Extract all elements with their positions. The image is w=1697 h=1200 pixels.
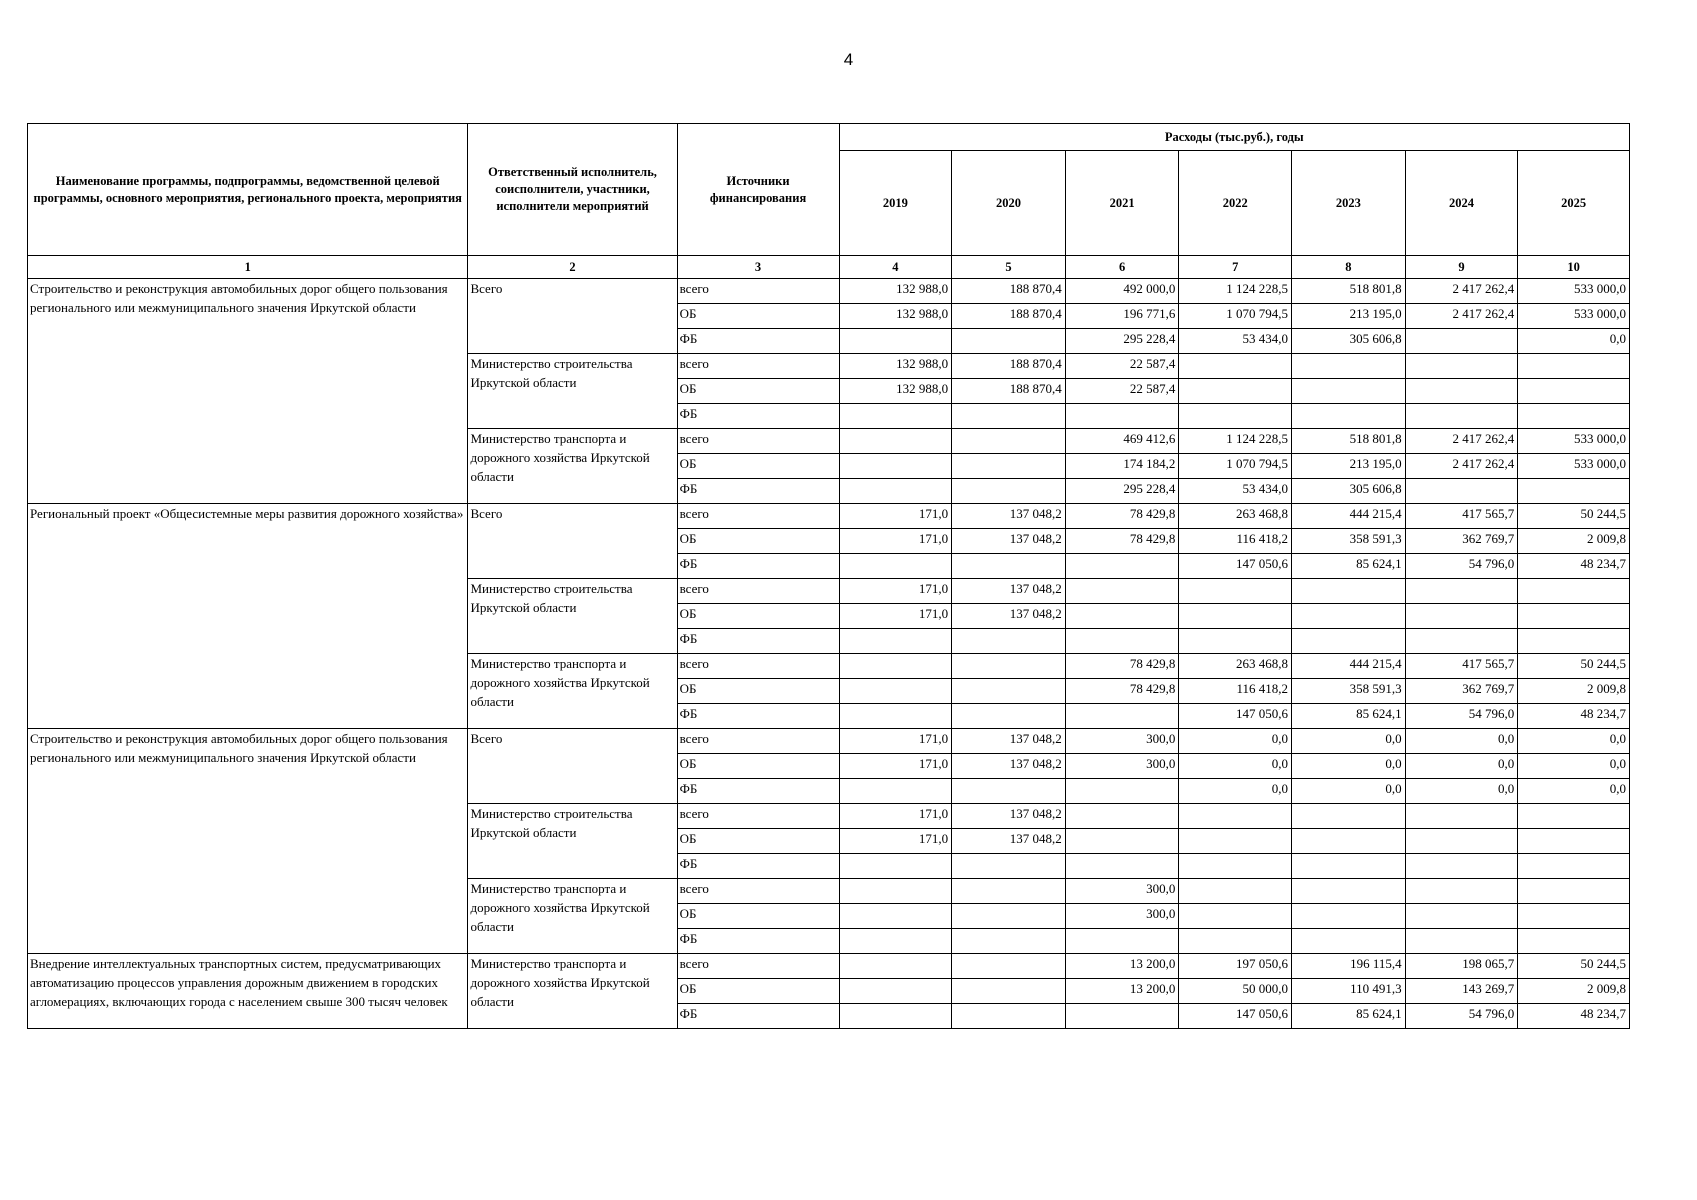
amount-cell	[839, 329, 952, 354]
funding-source-cell: всего	[677, 354, 839, 379]
amount-cell	[839, 404, 952, 429]
amount-cell	[839, 854, 952, 879]
amount-cell: 78 429,8	[1065, 529, 1179, 554]
amount-cell: 444 215,4	[1292, 504, 1406, 529]
responsible-cell: Всего	[468, 279, 677, 354]
amount-cell	[1292, 629, 1406, 654]
responsible-cell: Министерство транспорта и дорожного хозяйства Иркутской области	[468, 879, 677, 954]
amount-cell: 171,0	[839, 579, 952, 604]
amount-cell: 533 000,0	[1518, 279, 1630, 304]
funding-source-cell: всего	[677, 729, 839, 754]
amount-cell: 54 796,0	[1405, 554, 1518, 579]
funding-source-cell: ФБ	[677, 929, 839, 954]
amount-cell: 300,0	[1065, 754, 1179, 779]
amount-cell	[1405, 879, 1518, 904]
amount-cell: 362 769,7	[1405, 679, 1518, 704]
program-name-cell: Строительство и реконструкция автомобильных дорог общего пользования регионального или межмуниципального значения Иркутской области	[28, 729, 468, 954]
amount-cell: 0,0	[1292, 779, 1406, 804]
amount-cell	[1292, 854, 1406, 879]
funding-source-cell: всего	[677, 504, 839, 529]
amount-cell	[952, 679, 1066, 704]
amount-cell: 137 048,2	[952, 504, 1066, 529]
funding-source-cell: всего	[677, 579, 839, 604]
amount-cell	[1179, 379, 1292, 404]
amount-cell	[1405, 329, 1518, 354]
amount-cell	[1405, 804, 1518, 829]
amount-cell	[952, 404, 1066, 429]
amount-cell	[1518, 479, 1630, 504]
column-number: 9	[1405, 256, 1518, 279]
amount-cell: 116 418,2	[1179, 679, 1292, 704]
amount-cell: 132 988,0	[839, 354, 952, 379]
amount-cell	[1405, 379, 1518, 404]
amount-cell	[1292, 404, 1406, 429]
header-year: 2020	[952, 151, 1066, 256]
amount-cell: 2 417 262,4	[1405, 454, 1518, 479]
column-number: 5	[952, 256, 1066, 279]
amount-cell: 48 234,7	[1518, 554, 1630, 579]
amount-cell: 305 606,8	[1292, 329, 1406, 354]
amount-cell: 188 870,4	[952, 379, 1066, 404]
amount-cell: 85 624,1	[1292, 554, 1406, 579]
amount-cell	[952, 704, 1066, 729]
amount-cell: 2 417 262,4	[1405, 429, 1518, 454]
amount-cell: 147 050,6	[1179, 1004, 1292, 1029]
amount-cell	[1179, 604, 1292, 629]
amount-cell	[1065, 579, 1179, 604]
funding-source-cell: ОБ	[677, 679, 839, 704]
funding-source-cell: ОБ	[677, 304, 839, 329]
amount-cell	[952, 879, 1066, 904]
amount-cell	[839, 454, 952, 479]
amount-cell: 1 070 794,5	[1179, 304, 1292, 329]
amount-cell	[839, 929, 952, 954]
amount-cell	[1292, 929, 1406, 954]
amount-cell	[952, 429, 1066, 454]
amount-cell: 188 870,4	[952, 354, 1066, 379]
amount-cell	[1518, 404, 1630, 429]
funding-source-cell: ФБ	[677, 779, 839, 804]
amount-cell: 533 000,0	[1518, 304, 1630, 329]
amount-cell: 188 870,4	[952, 279, 1066, 304]
amount-cell	[1292, 354, 1406, 379]
amount-cell: 110 491,3	[1292, 979, 1406, 1004]
amount-cell: 132 988,0	[839, 279, 952, 304]
amount-cell	[1518, 604, 1630, 629]
amount-cell: 85 624,1	[1292, 1004, 1406, 1029]
funding-source-cell: ФБ	[677, 554, 839, 579]
column-number: 2	[468, 256, 677, 279]
amount-cell: 137 048,2	[952, 579, 1066, 604]
amount-cell: 518 801,8	[1292, 429, 1406, 454]
amount-cell	[1405, 579, 1518, 604]
responsible-cell: Министерство строительства Иркутской области	[468, 804, 677, 879]
amount-cell: 2 417 262,4	[1405, 279, 1518, 304]
table-row	[28, 729, 1630, 754]
amount-cell: 22 587,4	[1065, 354, 1179, 379]
amount-cell	[952, 554, 1066, 579]
amount-cell	[1065, 804, 1179, 829]
amount-cell	[1518, 879, 1630, 904]
amount-cell: 358 591,3	[1292, 529, 1406, 554]
amount-cell: 137 048,2	[952, 529, 1066, 554]
header-sources: Источники финансирования	[677, 124, 839, 256]
amount-cell: 137 048,2	[952, 754, 1066, 779]
amount-cell: 1 124 228,5	[1179, 279, 1292, 304]
amount-cell: 147 050,6	[1179, 704, 1292, 729]
funding-source-cell: ФБ	[677, 479, 839, 504]
amount-cell: 362 769,7	[1405, 529, 1518, 554]
amount-cell	[1179, 829, 1292, 854]
amount-cell: 295 228,4	[1065, 479, 1179, 504]
amount-cell	[1292, 879, 1406, 904]
amount-cell	[1405, 929, 1518, 954]
program-name-cell: Строительство и реконструкция автомобильных дорог общего пользования регионального или межмуниципального значения Иркутской области	[28, 279, 468, 504]
amount-cell: 50 244,5	[1518, 504, 1630, 529]
amount-cell	[1405, 404, 1518, 429]
responsible-cell: Министерство строительства Иркутской области	[468, 579, 677, 654]
funding-source-cell: ОБ	[677, 604, 839, 629]
amount-cell: 196 771,6	[1065, 304, 1179, 329]
amount-cell: 171,0	[839, 804, 952, 829]
amount-cell	[1292, 379, 1406, 404]
amount-cell: 213 195,0	[1292, 304, 1406, 329]
amount-cell	[1405, 354, 1518, 379]
amount-cell	[1292, 829, 1406, 854]
amount-cell: 132 988,0	[839, 379, 952, 404]
funding-source-cell: всего	[677, 804, 839, 829]
amount-cell	[1292, 804, 1406, 829]
amount-cell: 78 429,8	[1065, 679, 1179, 704]
header-year: 2024	[1405, 151, 1518, 256]
amount-cell	[839, 654, 952, 679]
amount-cell: 54 796,0	[1405, 1004, 1518, 1029]
amount-cell	[1179, 629, 1292, 654]
amount-cell	[952, 454, 1066, 479]
amount-cell: 305 606,8	[1292, 479, 1406, 504]
amount-cell: 417 565,7	[1405, 504, 1518, 529]
amount-cell	[1179, 804, 1292, 829]
responsible-cell: Министерство транспорта и дорожного хозяйства Иркутской области	[468, 654, 677, 729]
amount-cell	[1405, 904, 1518, 929]
amount-cell	[1179, 354, 1292, 379]
amount-cell: 132 988,0	[839, 304, 952, 329]
amount-cell	[1292, 904, 1406, 929]
amount-cell	[1065, 629, 1179, 654]
column-number: 4	[839, 256, 952, 279]
funding-source-cell: ФБ	[677, 329, 839, 354]
amount-cell: 171,0	[839, 604, 952, 629]
amount-cell: 533 000,0	[1518, 454, 1630, 479]
column-number: 7	[1179, 256, 1292, 279]
amount-cell: 300,0	[1065, 729, 1179, 754]
funding-source-cell: ФБ	[677, 404, 839, 429]
header-year: 2022	[1179, 151, 1292, 256]
amount-cell	[952, 929, 1066, 954]
table-row	[28, 954, 1630, 979]
amount-cell	[1292, 604, 1406, 629]
amount-cell: 444 215,4	[1292, 654, 1406, 679]
amount-cell: 2 009,8	[1518, 529, 1630, 554]
column-number: 6	[1065, 256, 1179, 279]
amount-cell	[1065, 779, 1179, 804]
funding-source-cell: ОБ	[677, 754, 839, 779]
amount-cell	[952, 329, 1066, 354]
amount-cell: 295 228,4	[1065, 329, 1179, 354]
amount-cell	[1065, 704, 1179, 729]
amount-cell: 78 429,8	[1065, 654, 1179, 679]
amount-cell: 53 434,0	[1179, 329, 1292, 354]
amount-cell	[1405, 604, 1518, 629]
amount-cell	[839, 429, 952, 454]
amount-cell: 1 124 228,5	[1179, 429, 1292, 454]
responsible-cell: Всего	[468, 504, 677, 579]
amount-cell: 48 234,7	[1518, 704, 1630, 729]
amount-cell: 174 184,2	[1065, 454, 1179, 479]
amount-cell: 188 870,4	[952, 304, 1066, 329]
amount-cell: 147 050,6	[1179, 554, 1292, 579]
amount-cell: 300,0	[1065, 879, 1179, 904]
program-name-cell: Региональный проект «Общесистемные меры развития дорожного хозяйства»	[28, 504, 468, 729]
amount-cell: 0,0	[1518, 329, 1630, 354]
amount-cell	[1292, 579, 1406, 604]
amount-cell: 171,0	[839, 754, 952, 779]
amount-cell	[839, 679, 952, 704]
amount-cell: 50 244,5	[1518, 654, 1630, 679]
funding-source-cell: ОБ	[677, 379, 839, 404]
responsible-cell: Всего	[468, 729, 677, 804]
amount-cell: 0,0	[1405, 754, 1518, 779]
amount-cell: 1 070 794,5	[1179, 454, 1292, 479]
funding-source-cell: ОБ	[677, 904, 839, 929]
amount-cell	[839, 1004, 952, 1029]
amount-cell: 13 200,0	[1065, 954, 1179, 979]
amount-cell: 0,0	[1518, 754, 1630, 779]
amount-cell	[1179, 854, 1292, 879]
amount-cell	[839, 629, 952, 654]
amount-cell: 78 429,8	[1065, 504, 1179, 529]
amount-cell	[952, 479, 1066, 504]
amount-cell	[1065, 604, 1179, 629]
amount-cell	[1518, 929, 1630, 954]
amount-cell: 0,0	[1292, 754, 1406, 779]
amount-cell	[839, 904, 952, 929]
amount-cell	[1518, 804, 1630, 829]
amount-cell	[839, 704, 952, 729]
amount-cell	[952, 779, 1066, 804]
amount-cell: 171,0	[839, 529, 952, 554]
amount-cell	[839, 979, 952, 1004]
amount-cell	[1405, 854, 1518, 879]
amount-cell: 358 591,3	[1292, 679, 1406, 704]
program-name-cell: Внедрение интеллектуальных транспортных систем, предусматривающих автоматизацию процессов управления дорожным движением в городских агломерациях, включающих города с населением свыше 300 тысяч человек	[28, 954, 468, 1029]
amount-cell	[1179, 929, 1292, 954]
amount-cell	[1065, 404, 1179, 429]
funding-source-cell: ОБ	[677, 529, 839, 554]
funding-source-cell: ФБ	[677, 629, 839, 654]
amount-cell: 143 269,7	[1405, 979, 1518, 1004]
amount-cell: 171,0	[839, 504, 952, 529]
header-expenses-title: Расходы (тыс.руб.), годы	[839, 124, 1630, 151]
amount-cell	[839, 954, 952, 979]
funding-source-cell: ФБ	[677, 1004, 839, 1029]
table-body	[28, 279, 1630, 1029]
amount-cell	[1179, 404, 1292, 429]
amount-cell: 50 000,0	[1179, 979, 1292, 1004]
column-number: 3	[677, 256, 839, 279]
amount-cell: 300,0	[1065, 904, 1179, 929]
page-number: 4	[843, 50, 854, 69]
amount-cell	[952, 954, 1066, 979]
funding-source-cell: всего	[677, 279, 839, 304]
responsible-cell: Министерство транспорта и дорожного хозяйства Иркутской области	[468, 429, 677, 504]
amount-cell: 196 115,4	[1292, 954, 1406, 979]
amount-cell: 2 009,8	[1518, 679, 1630, 704]
table-row	[28, 504, 1630, 529]
amount-cell: 0,0	[1405, 779, 1518, 804]
amount-cell	[952, 654, 1066, 679]
funding-source-cell: ОБ	[677, 829, 839, 854]
amount-cell: 263 468,8	[1179, 504, 1292, 529]
funding-source-cell: ФБ	[677, 704, 839, 729]
amount-cell: 13 200,0	[1065, 979, 1179, 1004]
column-number: 8	[1292, 256, 1406, 279]
amount-cell: 53 434,0	[1179, 479, 1292, 504]
amount-cell	[1405, 629, 1518, 654]
amount-cell: 48 234,7	[1518, 1004, 1630, 1029]
amount-cell: 54 796,0	[1405, 704, 1518, 729]
responsible-cell: Министерство транспорта и дорожного хозяйства Иркутской области	[468, 954, 677, 1029]
amount-cell: 0,0	[1518, 779, 1630, 804]
amount-cell: 0,0	[1518, 729, 1630, 754]
amount-cell: 0,0	[1179, 729, 1292, 754]
amount-cell: 492 000,0	[1065, 279, 1179, 304]
amount-cell: 171,0	[839, 829, 952, 854]
amount-cell: 137 048,2	[952, 829, 1066, 854]
amount-cell: 85 624,1	[1292, 704, 1406, 729]
amount-cell: 116 418,2	[1179, 529, 1292, 554]
funding-source-cell: всего	[677, 879, 839, 904]
amount-cell: 137 048,2	[952, 604, 1066, 629]
amount-cell: 50 244,5	[1518, 954, 1630, 979]
amount-cell	[1518, 579, 1630, 604]
amount-cell	[1518, 354, 1630, 379]
responsible-cell: Министерство строительства Иркутской области	[468, 354, 677, 429]
table-row	[28, 279, 1630, 304]
amount-cell	[952, 904, 1066, 929]
amount-cell	[1179, 879, 1292, 904]
amount-cell: 2 417 262,4	[1405, 304, 1518, 329]
amount-cell	[839, 779, 952, 804]
header-year: 2019	[839, 151, 952, 256]
header-year: 2021	[1065, 151, 1179, 256]
funding-source-cell: ОБ	[677, 979, 839, 1004]
amount-cell: 518 801,8	[1292, 279, 1406, 304]
header-responsible: Ответственный исполнитель, соисполнители, участники, исполнители мероприятий	[468, 124, 677, 256]
amount-cell	[1405, 829, 1518, 854]
amount-cell: 213 195,0	[1292, 454, 1406, 479]
expenses-table	[27, 123, 1630, 1029]
amount-cell	[952, 979, 1066, 1004]
amount-cell: 2 009,8	[1518, 979, 1630, 1004]
amount-cell	[1065, 1004, 1179, 1029]
funding-source-cell: ОБ	[677, 454, 839, 479]
amount-cell: 0,0	[1292, 729, 1406, 754]
funding-source-cell: всего	[677, 654, 839, 679]
amount-cell: 198 065,7	[1405, 954, 1518, 979]
amount-cell	[1518, 904, 1630, 929]
header-year: 2025	[1518, 151, 1630, 256]
column-number: 10	[1518, 256, 1630, 279]
amount-cell	[952, 1004, 1066, 1029]
amount-cell	[1518, 854, 1630, 879]
amount-cell	[839, 554, 952, 579]
amount-cell: 417 565,7	[1405, 654, 1518, 679]
amount-cell	[1179, 904, 1292, 929]
amount-cell: 22 587,4	[1065, 379, 1179, 404]
amount-cell	[1518, 379, 1630, 404]
amount-cell: 0,0	[1179, 779, 1292, 804]
amount-cell: 197 050,6	[1179, 954, 1292, 979]
funding-source-cell: всего	[677, 954, 839, 979]
header-name: Наименование программы, подпрограммы, ведомственной целевой программы, основного мероприятия, регионального проекта, мероприятия	[28, 124, 468, 256]
column-number: 1	[28, 256, 468, 279]
funding-source-cell: всего	[677, 429, 839, 454]
amount-cell: 137 048,2	[952, 804, 1066, 829]
amount-cell: 533 000,0	[1518, 429, 1630, 454]
amount-cell	[952, 629, 1066, 654]
table-header	[28, 124, 1630, 279]
amount-cell: 171,0	[839, 729, 952, 754]
amount-cell	[952, 854, 1066, 879]
header-year: 2023	[1292, 151, 1406, 256]
amount-cell	[1065, 554, 1179, 579]
amount-cell	[839, 479, 952, 504]
amount-cell	[1405, 479, 1518, 504]
amount-cell	[839, 879, 952, 904]
amount-cell	[1518, 629, 1630, 654]
amount-cell	[1518, 829, 1630, 854]
amount-cell	[1065, 854, 1179, 879]
funding-source-cell: ФБ	[677, 854, 839, 879]
amount-cell	[1065, 929, 1179, 954]
amount-cell	[1065, 829, 1179, 854]
amount-cell: 0,0	[1405, 729, 1518, 754]
amount-cell: 0,0	[1179, 754, 1292, 779]
amount-cell: 469 412,6	[1065, 429, 1179, 454]
amount-cell: 137 048,2	[952, 729, 1066, 754]
amount-cell: 263 468,8	[1179, 654, 1292, 679]
amount-cell	[1179, 579, 1292, 604]
